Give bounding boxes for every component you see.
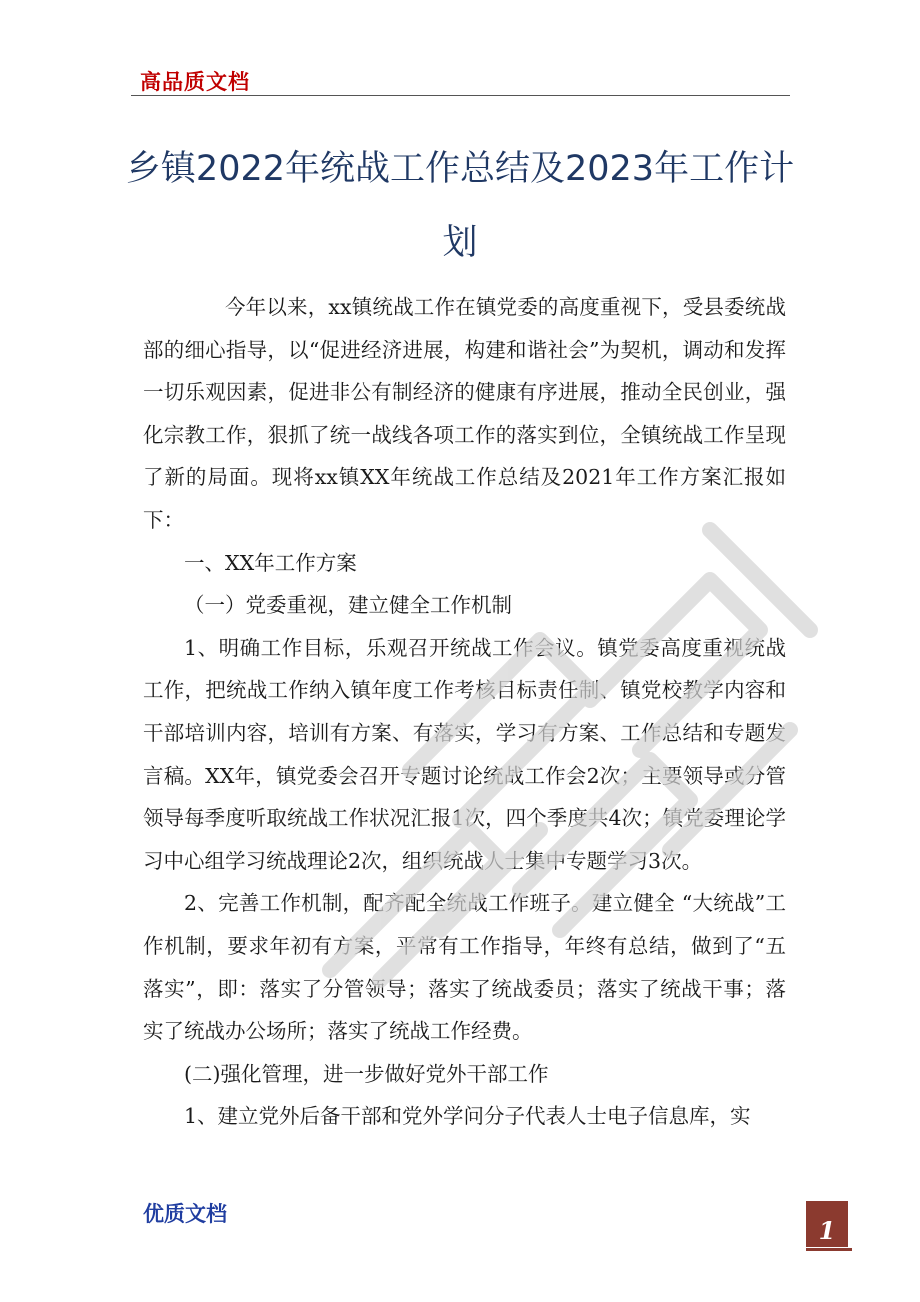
paragraph-intro: 今年以来，xx镇统战工作在镇党委的高度重视下，受县委统战部的细心指导，以“促进经济进展，构建和谐社会”为契机，调动和发挥一切乐观因素，促进非公有制经济的健康有序进展，推动全民创业，强化宗教工作，狠抓了统一战线各项工作的落实到位，全镇统战工作呈现了新的局面。现将xx镇XX年统战工作总结及2021年工作方案汇报如下： (143, 295, 786, 532)
section-heading: 一、XX年工作方案 (184, 550, 357, 575)
header-divider (131, 95, 790, 96)
document-title: 乡镇2022年统战工作总结及2023年工作计划 (125, 149, 795, 263)
subsection-heading: (二)强化管理，进一步做好党外干部工作 (184, 1061, 549, 1086)
page-number-badge: 1 (806, 1201, 848, 1247)
paragraph-item: 1、明确工作目标，乐观召开统战工作会议。镇党委高度重视统战工作，把统战工作纳入镇年度工作考核目标责任制、镇党校教学内容和干部培训内容，培训有方案、有落实，学习有方案、工作总结和专题发言稿。XX年，镇党委会召开专题讨论统战工作会2次；主要领导或分管领导每季度听取统战工作状况汇报1次，四个季度共4次；镇党委理论学习中心组学习统战理论2次，组织统战人士集中专题学习3次。 (143, 635, 786, 873)
paragraph-item: 1、建立党外后备干部和党外学问分子代表人士电子信息库，实 (184, 1104, 751, 1129)
paragraph-item: 2、完善工作机制，配齐配全统战工作班子。建立健全 “大统战”工作机制，要求年初有方案，平常有工作指导，年终有总结，做到了“五落实”，即：落实了分管领导；落实了统战委员；落实了统战干事；落实了统战办公场所；落实了统战工作经费。 (143, 891, 786, 1044)
document-body (143, 286, 786, 1138)
footer-label: 优质文档 (143, 1202, 227, 1226)
subsection-heading: （一）党委重视，建立健全工作机制 (184, 593, 512, 618)
header-label: 高品质文档 (140, 70, 250, 94)
page-number-underline (806, 1248, 852, 1251)
